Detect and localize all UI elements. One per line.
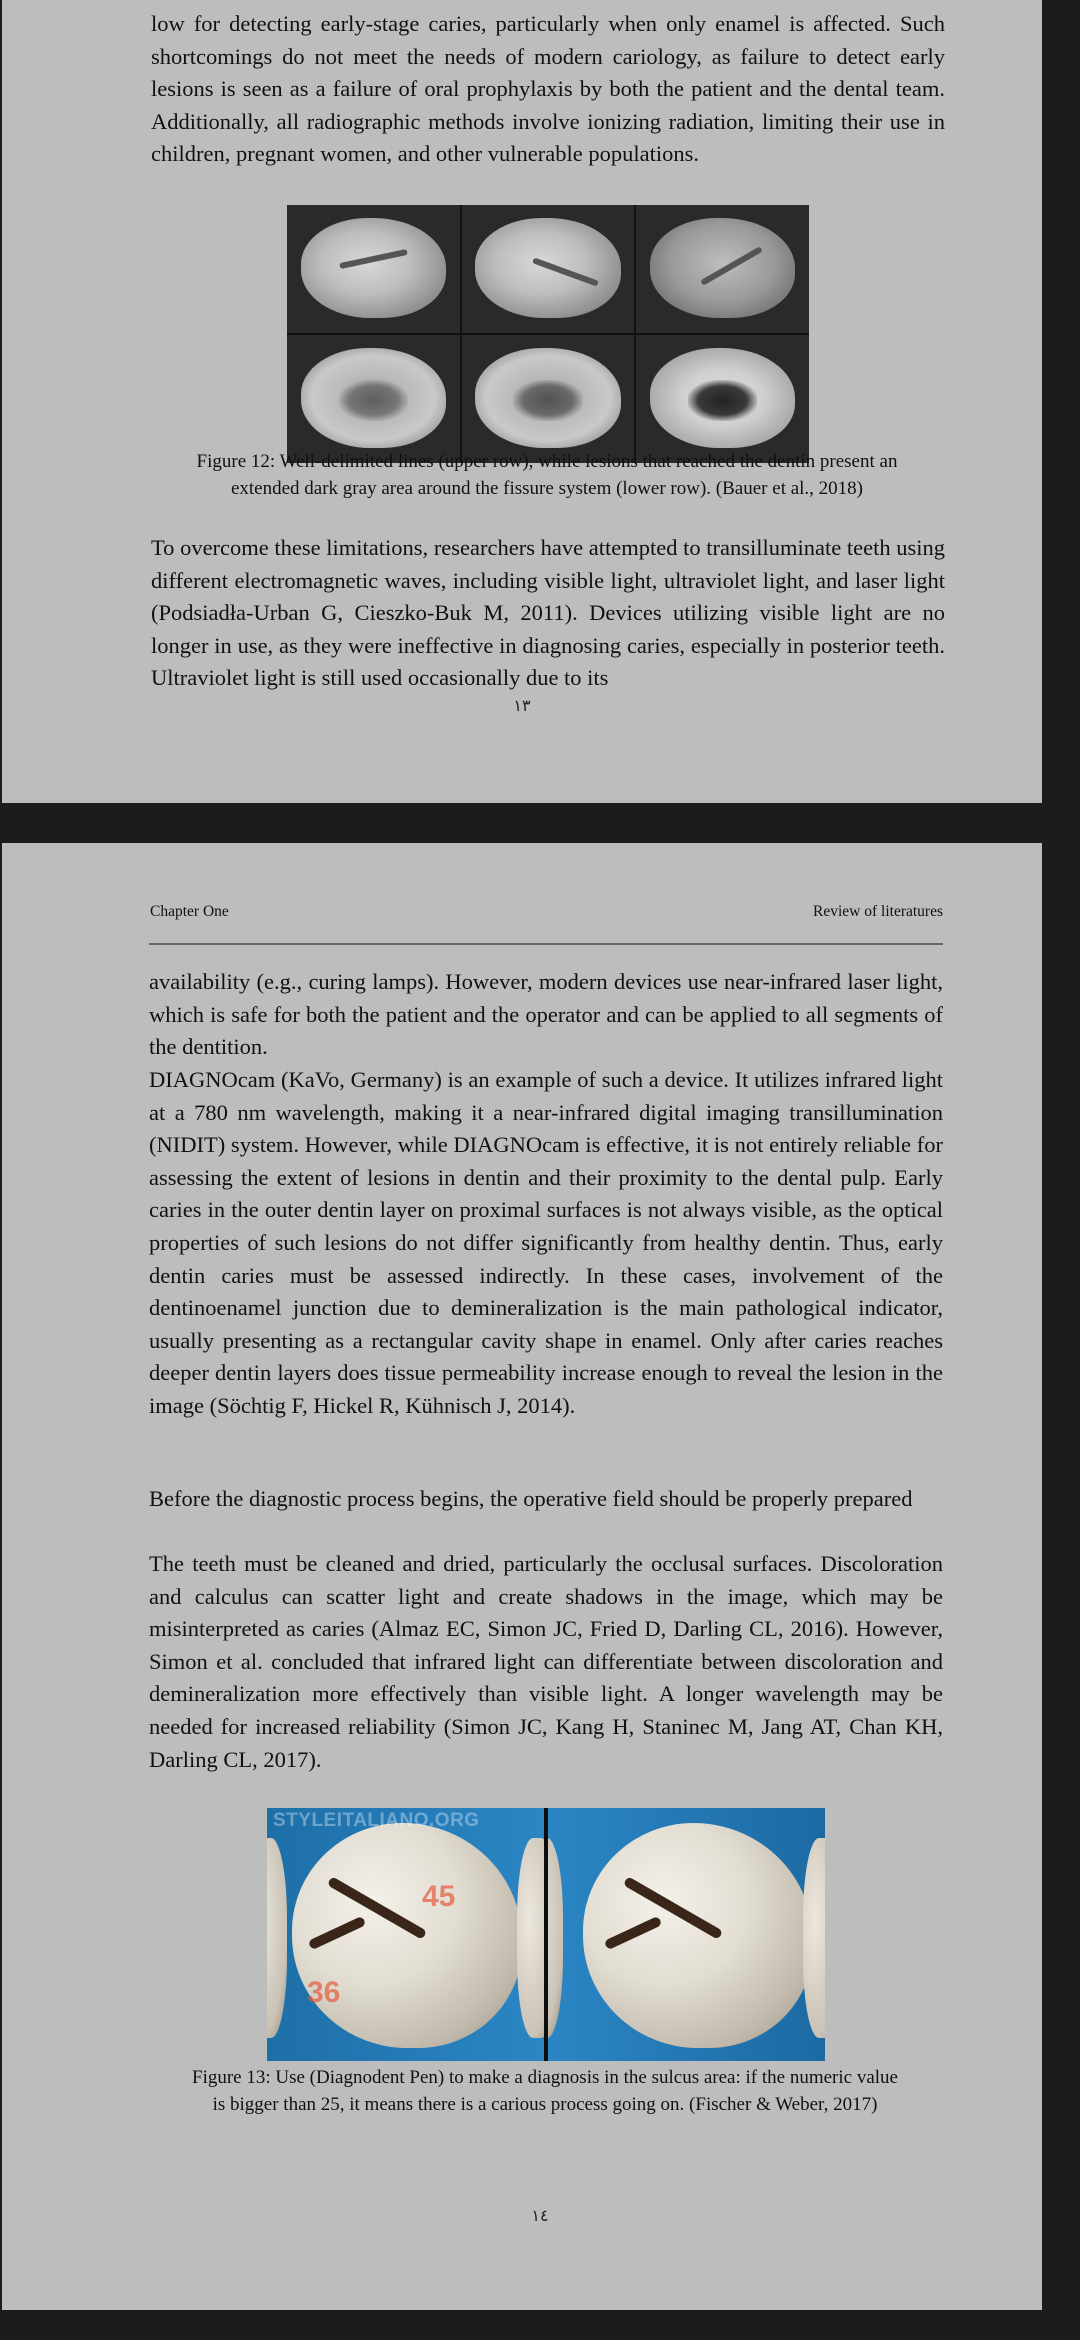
figure-12-caption-line-2: extended dark gray area around the fissure system (lower row). (Bauer et al., 2018) (230, 478, 864, 499)
figure-12-caption-line-1: Figure 12: Well-delimited lines (upper row), while lesions that reached the dentin present an (196, 451, 898, 472)
paragraph-near-infrared: availability (e.g., curing lamps). However, modern devices use near-infrared laser light, which is safe for both the patient and the operator and can be applied to all segments of the dentition. (149, 969, 943, 1060)
figure-13-caption-line-2: is bigger than 25, it means there is a carious process going on. (Fischer & Weber, 2017) (212, 2094, 878, 2115)
figure-12-tile (462, 335, 635, 463)
running-header-chapter: Chapter One (150, 903, 229, 920)
paragraph-radiography-limitations: low for detecting early-stage caries, particularly when only enamel is affected. Such shortcomings do not meet the needs of modern cariology, as failure to detect early lesions is seen as a failure of oral prophylaxis by both the patient and the dental team. Additionally, all radiographic methods involve ionizing radiation, limiting their use in children, pregnant women, and other vulnerable populations. (151, 11, 945, 167)
paragraph-transillumination: To overcome these limitations, researchers have attempted to transilluminate teeth using different electromagnetic waves, including visible light, ultraviolet light, and laser light (Podsiadła-Urban G, Cieszko-Buk M, 2011). Devices utilizing visible light are no longer in use, as they were ineffective in diagnosing caries, especially in posterior teeth. Ultraviolet light is still used occasionally due to its (151, 535, 945, 691)
figure-12-image (287, 205, 809, 463)
header-divider (149, 943, 943, 945)
figure-13-caption-line-1: Figure 13: Use (Diagnodent Pen) to make a diagnosis in the sulcus area: if the numeric value (192, 2067, 898, 2088)
document-page-1 (2, 0, 1042, 803)
figure-12-tile (636, 205, 809, 333)
paragraph-operative-field: Before the diagnostic process begins, the operative field should be properly prepared (149, 1486, 913, 1511)
figure-12-tile (287, 335, 460, 463)
figure-13-right-photo (548, 1808, 825, 2061)
figure-12-tile (287, 205, 460, 333)
page-number: ١٣ (513, 696, 531, 715)
figure-12-tile (462, 205, 635, 333)
diagnodent-reading-right: 45 (422, 1880, 456, 1913)
running-header-section: Review of literatures (813, 903, 943, 920)
page-number: ١٤ (531, 2206, 549, 2225)
paragraph-cleaning-teeth: The teeth must be cleaned and dried, particularly the occlusal surfaces. Discoloration and calculus can scatter light and create shadows in the image, which may be misinterpreted as caries (Almaz EC, Simon JC, Fried D, Darling CL, 2016). However, Simon et al. concluded that infrared light can differentiate between discoloration and demineralization more effectively than visible light. A longer wavelength may be needed for increased reliability (Simon JC, Kang H, Staninec M, Jang AT, Chan KH, Darling CL, 2017). (149, 1551, 943, 1772)
paragraph-diagnocam: DIAGNOcam (KaVo, Germany) is an example of such a device. It utilizes infrared light at a 780 nm wavelength, making it a near-infrared digital imaging transillumination (NIDIT) system. However, while DIAGNOcam is effective, it is not entirely reliable for assessing the extent of lesions in dentin and their proximity to the dental pulp. Early caries in the outer dentin layer on proximal surfaces is not always visible, as the optical properties of such lesions do not differ significantly from healthy dentin. Thus, early dentin caries must be assessed indirectly. In these cases, involvement of the dentinoenamel junction due to demineralization is the main pathological indicator, usually presenting as a rectangular cavity shape in enamel. Only after caries reaches deeper dentin layers does tissue permeability increase enough to reveal the lesion in the image (Söchtig F, Hickel R, Kühnisch J, 2014). (149, 1067, 943, 1418)
figure-13-watermark: STYLEITALIANO.ORG (273, 1810, 480, 1831)
figure-13-image (267, 1808, 825, 2061)
figure-13-left-photo (267, 1808, 544, 2061)
diagnodent-reading-left: 36 (307, 1976, 341, 2009)
figure-12-tile (636, 335, 809, 463)
